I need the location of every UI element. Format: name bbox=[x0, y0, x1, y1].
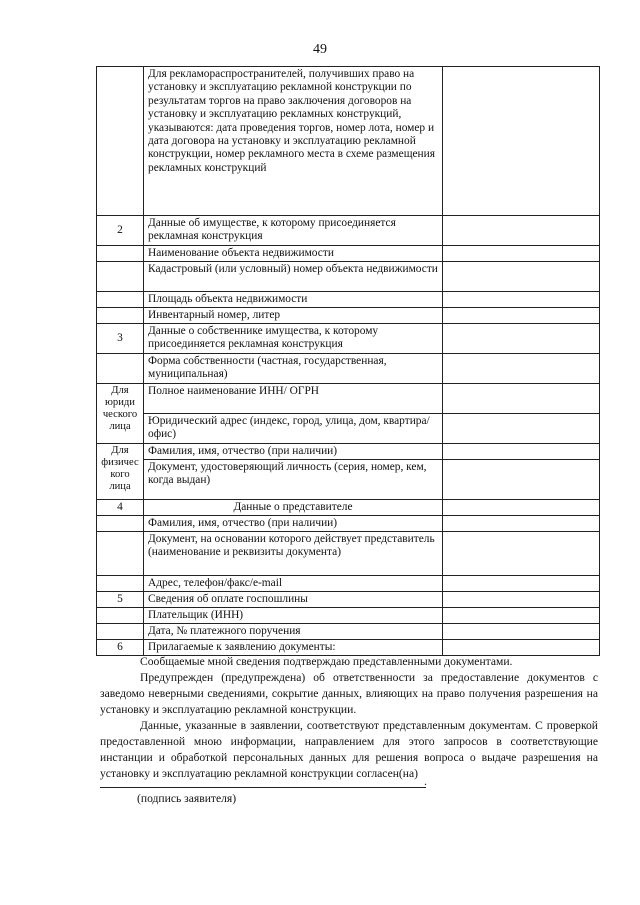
field-value-cell[interactable] bbox=[443, 67, 600, 216]
table-row bbox=[97, 516, 600, 532]
table-row bbox=[97, 592, 600, 608]
row-number-cell: 2 bbox=[97, 216, 144, 246]
row-number-cell bbox=[97, 292, 144, 308]
table-row bbox=[97, 576, 600, 592]
section-heading: Данные об имуществе, к которому присоединяется рекламная конструкция bbox=[144, 216, 443, 246]
field-value-cell[interactable] bbox=[443, 592, 600, 608]
signature-line-period: . bbox=[424, 774, 427, 788]
field-value-cell[interactable] bbox=[443, 246, 600, 262]
field-label: Инвентарный номер, литер bbox=[144, 308, 443, 324]
section-heading: Прилагаемые к заявлению документы: bbox=[144, 640, 443, 656]
table-row bbox=[97, 324, 600, 354]
legal-entity-label: Для юриди ческого лица bbox=[97, 384, 144, 444]
row-number-cell: 6 bbox=[97, 640, 144, 656]
row-number-cell bbox=[97, 246, 144, 262]
field-value-cell[interactable] bbox=[443, 308, 600, 324]
row-number-cell bbox=[97, 308, 144, 324]
row-number-cell bbox=[97, 262, 144, 292]
field-label: Дата, № платежного поручения bbox=[144, 624, 443, 640]
table-row bbox=[97, 532, 600, 576]
field-label: Юридический адрес (индекс, город, улица, дом, квартира/офис) bbox=[144, 414, 443, 444]
table-row bbox=[97, 354, 600, 384]
field-label: Документ, на основании которого действует представитель (наименование и реквизиты документа) bbox=[144, 532, 443, 576]
field-value-cell[interactable] bbox=[443, 608, 600, 624]
field-label: Наименование объекта недвижимости bbox=[144, 246, 443, 262]
field-label: Адрес, телефон/факс/e-mail bbox=[144, 576, 443, 592]
field-label: Площадь объекта недвижимости bbox=[144, 292, 443, 308]
section-heading: Сведения об оплате госпошлины bbox=[144, 592, 443, 608]
table-row bbox=[97, 460, 600, 500]
row-number-cell bbox=[97, 67, 144, 216]
table-row bbox=[97, 216, 600, 246]
field-label: Документ, удостоверяющий личность (серия, номер, кем, когда выдан) bbox=[144, 460, 443, 500]
section-heading: Данные о представителе bbox=[144, 500, 443, 516]
table-row bbox=[97, 384, 600, 414]
field-value-cell[interactable] bbox=[443, 414, 600, 444]
field-value-cell[interactable] bbox=[443, 354, 600, 384]
field-value-cell[interactable] bbox=[443, 500, 600, 516]
table-row bbox=[97, 608, 600, 624]
field-value-cell[interactable] bbox=[443, 292, 600, 308]
field-value-cell[interactable] bbox=[443, 460, 600, 500]
page-number: 49 bbox=[313, 42, 327, 57]
table-row bbox=[97, 624, 600, 640]
table-row bbox=[97, 292, 600, 308]
row-number-cell bbox=[97, 624, 144, 640]
field-label: Форма собственности (частная, государственная, муниципальная) bbox=[144, 354, 443, 384]
field-value-cell[interactable] bbox=[443, 216, 600, 246]
application-form-table bbox=[96, 66, 600, 656]
section-heading: Данные о собственнике имущества, к которому присоединяется рекламная конструкция bbox=[144, 324, 443, 354]
field-value-cell[interactable] bbox=[443, 532, 600, 576]
row-number-cell bbox=[97, 608, 144, 624]
table-row bbox=[97, 414, 600, 444]
row-number-cell: 5 bbox=[97, 592, 144, 608]
table-row bbox=[97, 308, 600, 324]
liability-warning-paragraph: Предупрежден (предупреждена) об ответственности за предоставление документов с заведомо неверными сведениями, сокрытие данных, влияющих на право получения разрешения на установку и эксплуатацию рекламной конструкции. bbox=[100, 671, 598, 716]
table-row bbox=[97, 500, 600, 516]
field-value-cell[interactable] bbox=[443, 576, 600, 592]
table-row bbox=[97, 246, 600, 262]
field-label: Кадастровый (или условный) номер объекта недвижимости bbox=[144, 262, 443, 292]
field-value-cell[interactable] bbox=[443, 516, 600, 532]
field-label: Полное наименование ИНН/ ОГРН bbox=[144, 384, 443, 414]
row-number-cell: 4 bbox=[97, 500, 144, 516]
field-label: Для рекламораспространителей, получивших право на установку и эксплуатацию рекламной конструкции по результатам торгов на право заключения договоров на установку и эксплуатацию рекламных конструкций, указываются: дата проведения торгов, номер лота, номер и дата договора на установку и эксплуатацию рекламной конструкции, номер рекламного места в схеме размещения рекламных конструкций bbox=[144, 67, 443, 216]
field-label: Плательщик (ИНН) bbox=[144, 608, 443, 624]
field-value-cell[interactable] bbox=[443, 624, 600, 640]
consent-paragraph: Данные, указанные в заявлении, соответствуют представленным документам. С проверкой предоставленной мною информации, направлением для этого запросов в соответствующие инстанции и обработкой персональных данных для решения вопроса о выдаче разрешения на установку и эксплуатацию рекламной конструкции согласен(на) bbox=[100, 719, 598, 780]
signature-caption: (подпись заявителя) bbox=[137, 792, 237, 805]
table-row bbox=[97, 262, 600, 292]
field-value-cell[interactable] bbox=[443, 324, 600, 354]
field-label: Фамилия, имя, отчество (при наличии) bbox=[144, 444, 443, 460]
row-number-cell bbox=[97, 354, 144, 384]
table-row bbox=[97, 67, 600, 216]
row-number-cell bbox=[97, 576, 144, 592]
field-value-cell[interactable] bbox=[443, 262, 600, 292]
field-label: Фамилия, имя, отчество (при наличии) bbox=[144, 516, 443, 532]
field-value-cell[interactable] bbox=[443, 384, 600, 414]
individual-label: Для физичес кого лица bbox=[97, 444, 144, 500]
row-number-cell bbox=[97, 532, 144, 576]
field-value-cell[interactable] bbox=[443, 444, 600, 460]
signature-line[interactable] bbox=[100, 787, 426, 788]
table-row bbox=[97, 444, 600, 460]
row-number-cell: 3 bbox=[97, 324, 144, 354]
row-number-cell bbox=[97, 516, 144, 532]
confirmation-paragraph: Сообщаемые мной сведения подтверждаю представленными документами. bbox=[140, 655, 513, 668]
